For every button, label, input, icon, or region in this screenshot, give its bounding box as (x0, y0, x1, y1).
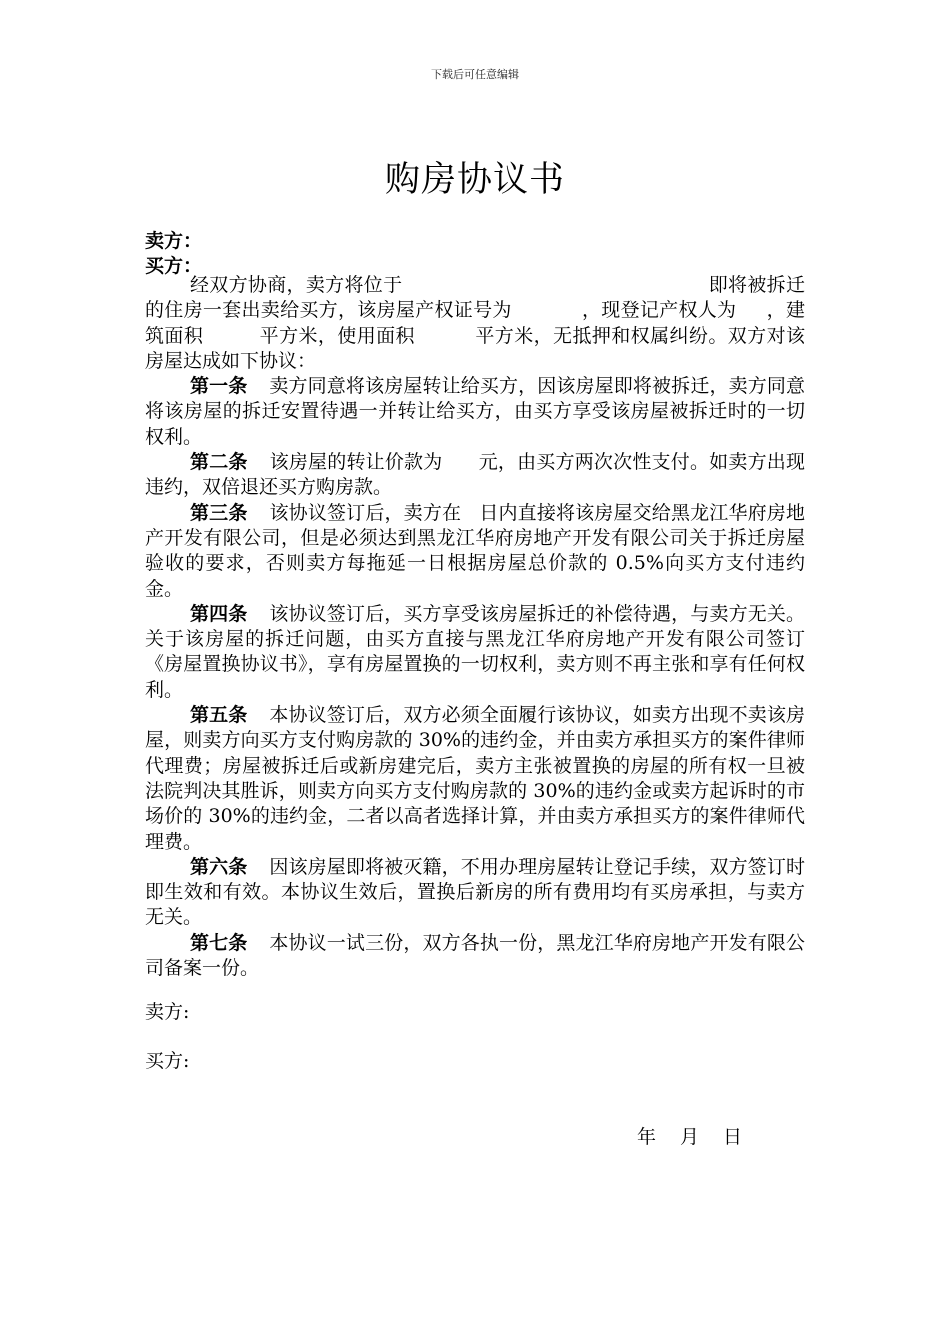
clause-text: 该协议签订后，买方享受该房屋拆迁的补偿待遇，与卖方无关。关于该房屋的拆迁问题，由买方直接与黑龙江华府房地产开发有限公司签订《房屋置换协议书》，享有房屋置换的一切权利，卖方则不再主张和享有任何权利。 (145, 602, 805, 701)
date-day: 日 (723, 1126, 743, 1148)
clause-3 (145, 501, 805, 602)
clause-label: 第三条 (190, 501, 248, 524)
header-note: 下载后可任意编辑 (431, 68, 519, 81)
clause-4 (145, 602, 805, 703)
intro-text-5: 平方米，使用面积 (259, 324, 415, 347)
clause-5 (145, 703, 805, 855)
clause-1 (145, 374, 805, 450)
intro-text-6: 平方米，无抵押和权属纠纷。双方对该房屋达成如下协议： (145, 324, 805, 372)
clause-label: 第七条 (190, 931, 248, 954)
clause-2 (145, 450, 805, 501)
clause-label: 第四条 (190, 602, 248, 625)
clause-label: 第五条 (190, 704, 248, 727)
document-title: 购房协议书 (384, 160, 565, 200)
intro-text-2: 即将被拆迁的住房一套出卖给买方，该房屋产权证号为 (145, 274, 805, 322)
clause-text: 该房屋的转让价款为 (269, 451, 443, 474)
intro-paragraph (145, 273, 805, 374)
clause-text: 卖方同意将该房屋转让给买方，因该房屋即将被拆迁，卖方同意将该房屋的拆迁安置待遇一并转让给买方，由买方享受该房屋被拆迁时的一切权利。 (145, 375, 805, 448)
clause-text: 该协议签订后，卖方在 (269, 501, 462, 524)
clause-text: 元，由买方两次次性支付。如卖方出现违约，双倍退还买方购房款。 (145, 451, 805, 499)
clause-label: 第六条 (190, 855, 248, 878)
clause-7 (145, 931, 805, 982)
clause-text: 本协议签订后，双方必须全面履行该协议，如卖方出现不卖该房屋，则卖方向买方支付购房款的 30%的违约金，并由卖方承担买方的案件律师代理费；房屋被拆迁后或新房建完后，卖方主张被置换的房屋的所有权一旦被法院判决其胜诉，则卖方向买方支付购房款的 30%的违约金或卖方起诉时的市场价的 30%的违约金，二者以高者选择计算，并由卖方承担买方的案件律师代理费。 (145, 704, 805, 853)
agreement-body (145, 273, 805, 981)
date-year: 年 (637, 1126, 657, 1148)
clause-label: 第一条 (190, 375, 248, 398)
buyer-signature-line: 买方: (145, 1050, 190, 1072)
clause-text: 因该房屋即将被灭籍，不用办理房屋转让登记手续，双方签订时即生效和有效。本协议生效后，置换后新房的所有费用均有买房承担，与卖方无关。 (145, 855, 805, 929)
intro-text-3: ，现登记产权人为 (581, 299, 737, 322)
clause-text: 本协议一试三份，双方各执一份，黑龙江华府房地产开发有限公司备案一份。 (145, 931, 805, 980)
intro-text-1: 经双方协商，卖方将位于 (190, 274, 403, 296)
clause-text: 日内直接将该房屋交给黑龙江华府房地产开发有限公司，但是必须达到黑龙江华府房地产开发有限公司关于拆迁房屋验收的要求，否则卖方每拖延一日根据房屋总价款的 0.5%向买方支付违约金。 (145, 501, 805, 600)
seller-heading: 卖方： (145, 230, 203, 252)
buyer-heading: 买方： (145, 255, 203, 277)
clause-label: 第二条 (190, 451, 248, 474)
intro-text-4: ，建筑面积 (145, 299, 805, 347)
clause-6 (145, 855, 805, 931)
date-month: 月 (680, 1126, 700, 1148)
date-line (637, 1122, 766, 1149)
seller-signature-line: 卖方: (145, 1001, 190, 1023)
